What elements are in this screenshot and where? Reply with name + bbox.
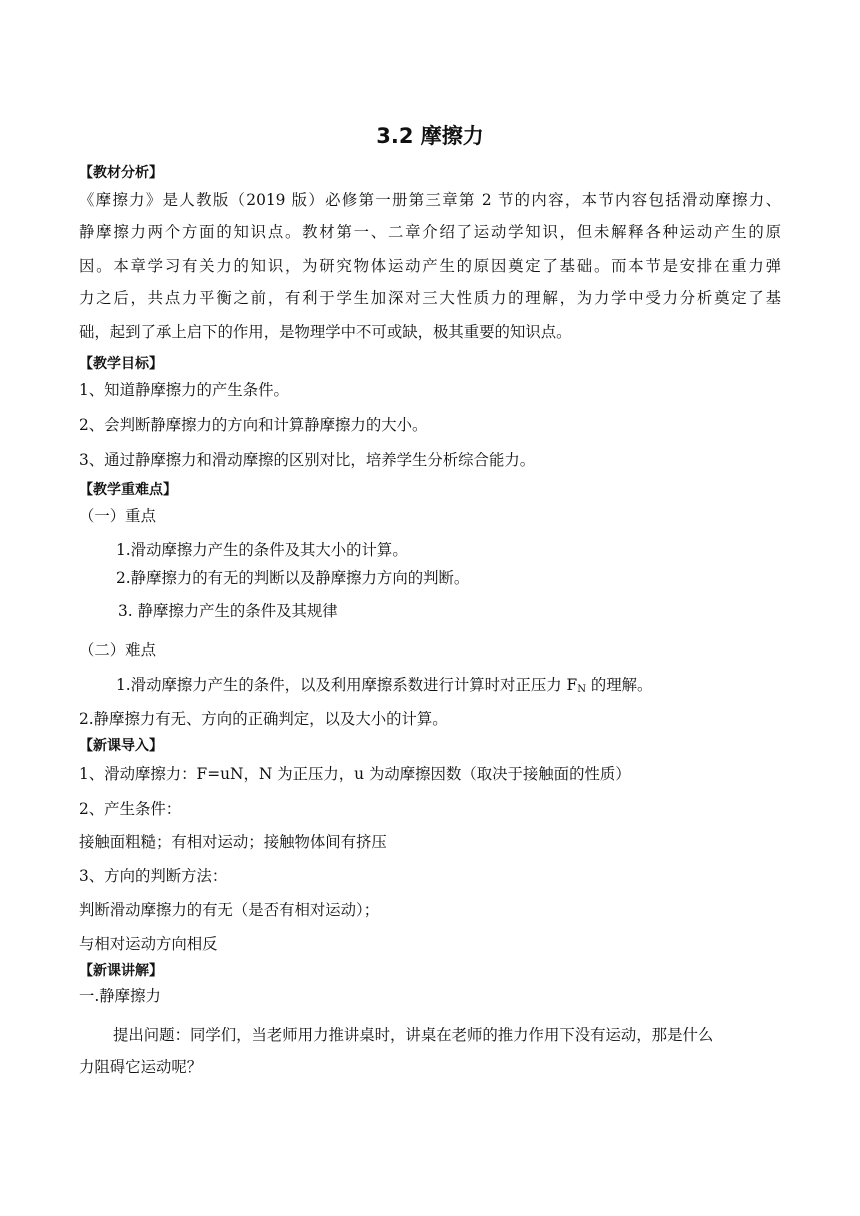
key-point-item: 3. 静摩擦力产生的条件及其规律 — [118, 602, 338, 620]
difficulty-text-end: 的理解。 — [585, 676, 653, 694]
goal-item: 1、知道静摩擦力的产生条件。 — [79, 381, 289, 399]
page-title: 3.2 摩擦力 — [376, 124, 484, 148]
section-heading-goals: 【教学目标】 — [79, 356, 163, 372]
intro-line: 1、滑动摩擦力：F=uN，N 为正压力，u 为动摩擦因数（取决于接触面的性质） — [79, 765, 631, 783]
paragraph-line: 础，起到了承上启下的作用，是物理学中不可或缺，极其重要的知识点。 — [79, 323, 572, 341]
key-point-item: 2.静摩擦力的有无的判断以及静摩擦力方向的判断。 — [116, 569, 470, 587]
intro-line: 与相对运动方向相反 — [79, 935, 218, 953]
section-heading-material: 【教材分析】 — [79, 165, 163, 181]
difficulty-item — [116, 675, 652, 695]
subheading-key-points: （一）重点 — [79, 507, 156, 525]
lecture-subheading: 一.静摩擦力 — [79, 987, 161, 1005]
goal-item: 3、通过静摩擦力和滑动摩擦的区别对比，培养学生分析综合能力。 — [79, 451, 536, 469]
section-heading-intro: 【新课导入】 — [79, 738, 163, 754]
intro-line: 3、方向的判断方法： — [79, 867, 228, 885]
goal-item: 2、会判断静摩擦力的方向和计算静摩擦力的大小。 — [79, 416, 428, 434]
section-heading-keys: 【教学重难点】 — [79, 482, 177, 498]
paragraph-line: 因。本章学习有关力的知识，为研究物体运动产生的原因奠定了基础。而本节是安排在重力弹 — [79, 257, 781, 275]
key-point-item: 1.滑动摩擦力产生的条件及其大小的计算。 — [116, 541, 408, 559]
lecture-line: 力阻碍它运动呢？ — [79, 1058, 203, 1076]
intro-line: 判断滑动摩擦力的有无（是否有相对运动）； — [79, 901, 380, 919]
paragraph-line: 力之后，共点力平衡之前，有利于学生加深对三大性质力的理解，为力学中受力分析奠定了基 — [79, 289, 781, 307]
difficulty-item: 2.静摩擦力有无、方向的正确判定，以及大小的计算。 — [79, 710, 448, 728]
subheading-difficulties: （二）难点 — [79, 641, 156, 659]
intro-line: 接触面粗糙；有相对运动；接触物体间有挤压 — [79, 833, 387, 851]
paragraph-line: 静摩擦力两个方面的知识点。教材第一、二章介绍了运动学知识，但未解释各种运动产生的原 — [79, 223, 781, 241]
lecture-line: 提出问题：同学们，当老师用力推讲桌时，讲桌在老师的推力作用下没有运动，那是什么 — [113, 1026, 714, 1044]
subscript-n: N — [577, 684, 586, 695]
intro-line: 2、产生条件： — [79, 800, 182, 818]
difficulty-text: 1.滑动摩擦力产生的条件，以及利用摩擦系数进行计算时对正压力 F — [116, 676, 578, 694]
section-heading-lecture: 【新课讲解】 — [79, 963, 163, 979]
paragraph-line: 《摩擦力》是人教版（2019 版）必修第一册第三章第 2 节的内容，本节内容包括滑动摩擦力、 — [79, 191, 781, 209]
